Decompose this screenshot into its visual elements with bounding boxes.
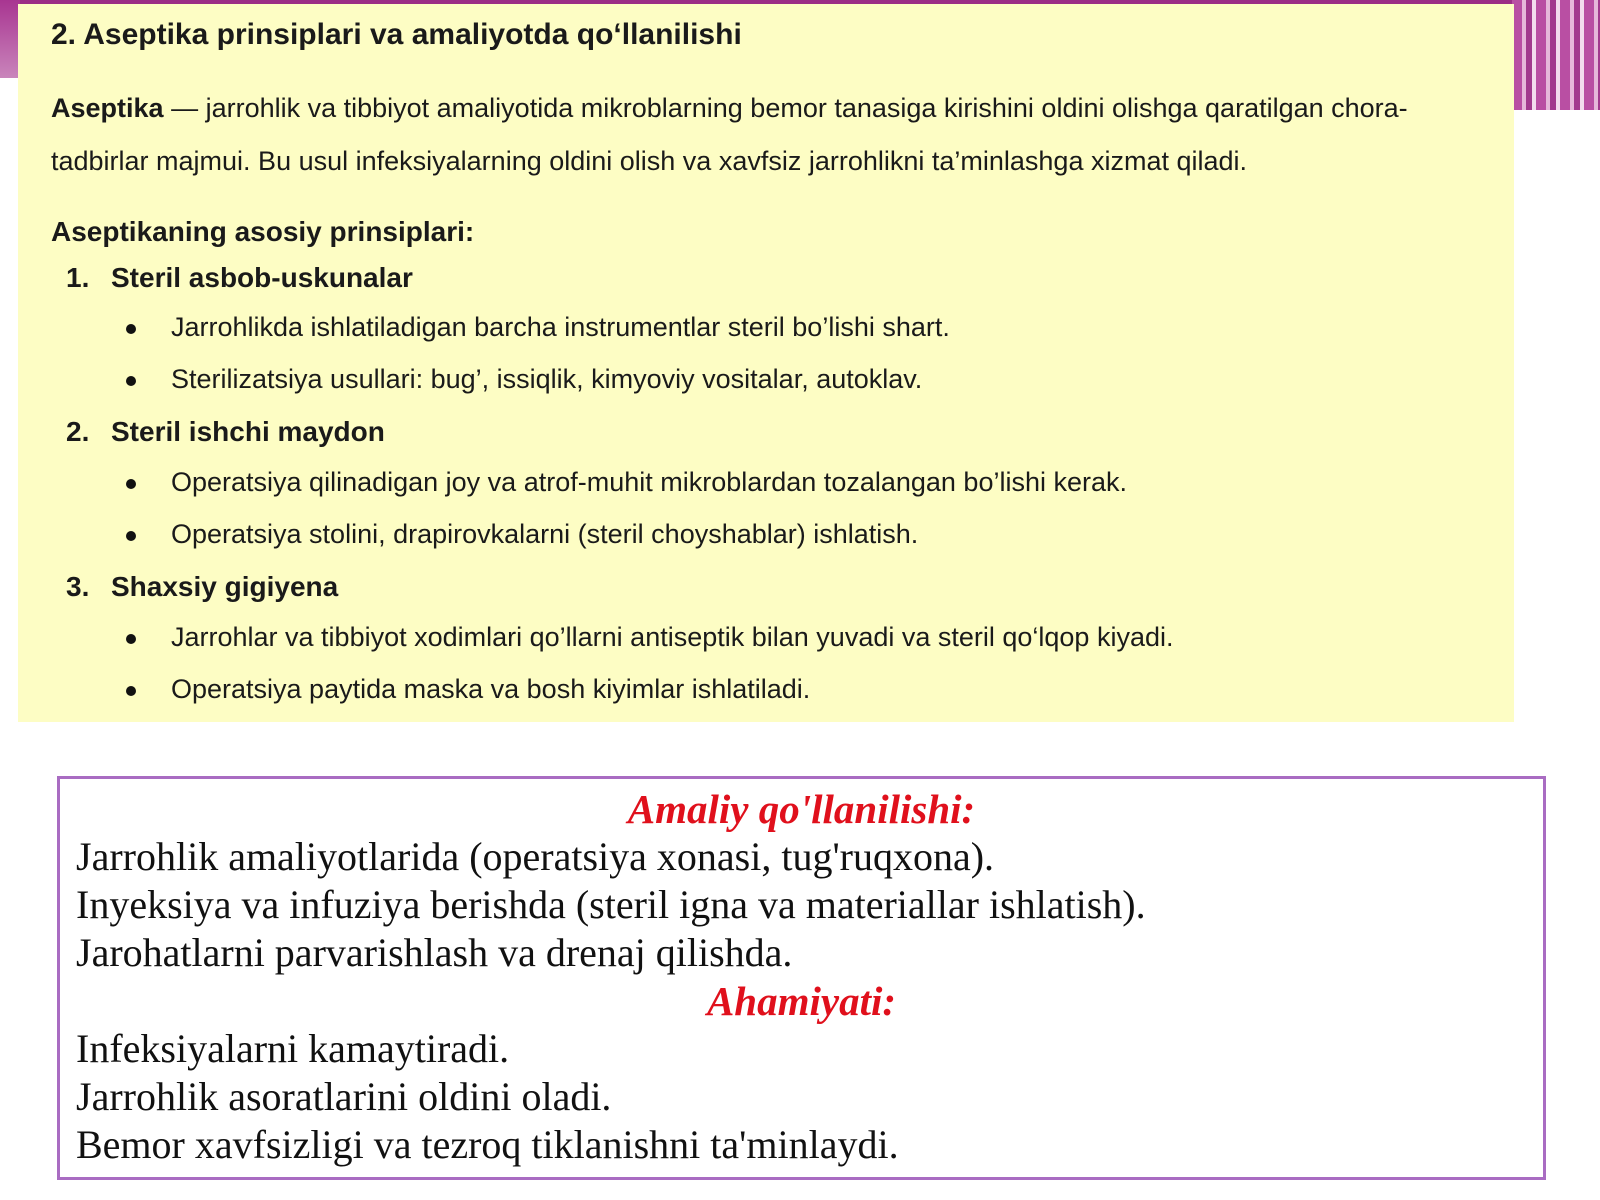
principle-number: 3. [66, 571, 90, 602]
application-item: Jarrohlik amaliyotlarida (operatsiya xonasi, tug'ruqxona). [76, 834, 995, 879]
bullet-icon [126, 324, 136, 334]
importance-item: Bemor xavfsizligi va tezroq tiklanishni ta'minlaydi. [76, 1122, 899, 1167]
principle-number: 1. [66, 262, 90, 293]
importance-item: Jarrohlik asoratlarini oldini oladi. [76, 1074, 612, 1119]
application-item: Jarohatlarni parvarishlash va drenaj qilishda. [76, 930, 793, 975]
aseptics-text-panel [18, 4, 1514, 722]
principle-number: 2. [66, 416, 90, 447]
principle-bullet: Operatsiya paytida maska va bosh kiyimlar ishlatiladi. [171, 674, 811, 704]
principle-title: Steril asbob-uskunalar [111, 262, 413, 293]
principle-bullet: Jarrohlikda ishlatiladigan barcha instrumentlar steril bo’lishi shart. [171, 312, 950, 342]
intro-term: Aseptika [51, 93, 164, 123]
application-item: Inyeksiya va infuziya berishda (steril igna va materiallar ishlatish). [76, 882, 1146, 927]
principle-title: Shaxsiy gigiyena [111, 571, 339, 602]
bullet-icon [126, 531, 136, 541]
principle-title: Steril ishchi maydon [111, 416, 385, 447]
principle-bullet: Jarrohlar va tibbiyot xodimlari qo’llarni antiseptik bilan yuvadi va steril qo‘lqop kiyadi. [171, 622, 1174, 652]
intro-text: — jarrohlik va tibbiyot amaliyotida mikroblarning bemor tanasiga kirishini oldini olishga qaratilgan chora-tadbirlar majmui. Bu usul infeksiyalarning oldini olish va xavfsiz jarrohlikni ta’minlashga xizmat qiladi. [51, 93, 1408, 176]
application-importance-box [57, 776, 1546, 1180]
bullet-icon [126, 479, 136, 489]
application-heading: Amaliy qo'llanilishi: [627, 786, 976, 832]
importance-heading: Ahamiyati: [706, 978, 897, 1024]
principles-heading: Aseptikaning asosiy prinsiplari: [51, 216, 475, 247]
principle-bullet: Sterilizatsiya usullari: bug’, issiqlik, kimyoviy vositalar, autoklav. [171, 364, 923, 394]
importance-item: Infeksiyalarni kamaytiradi. [76, 1026, 510, 1071]
bullet-icon [126, 634, 136, 644]
slide-right-decoration [1512, 0, 1600, 110]
bullet-icon [126, 376, 136, 386]
principle-bullet: Operatsiya qilinadigan joy va atrof-muhit mikroblardan tozalangan bo’lishi kerak. [171, 467, 1127, 497]
section-heading: 2. Aseptika prinsiplari va amaliyotda qo‘llanilishi [51, 18, 742, 51]
intro-paragraph [51, 82, 1501, 188]
slide-left-decoration [0, 0, 20, 78]
bullet-icon [126, 686, 136, 696]
principle-bullet: Operatsiya stolini, drapirovkalarni (steril choyshablar) ishlatish. [171, 519, 919, 549]
